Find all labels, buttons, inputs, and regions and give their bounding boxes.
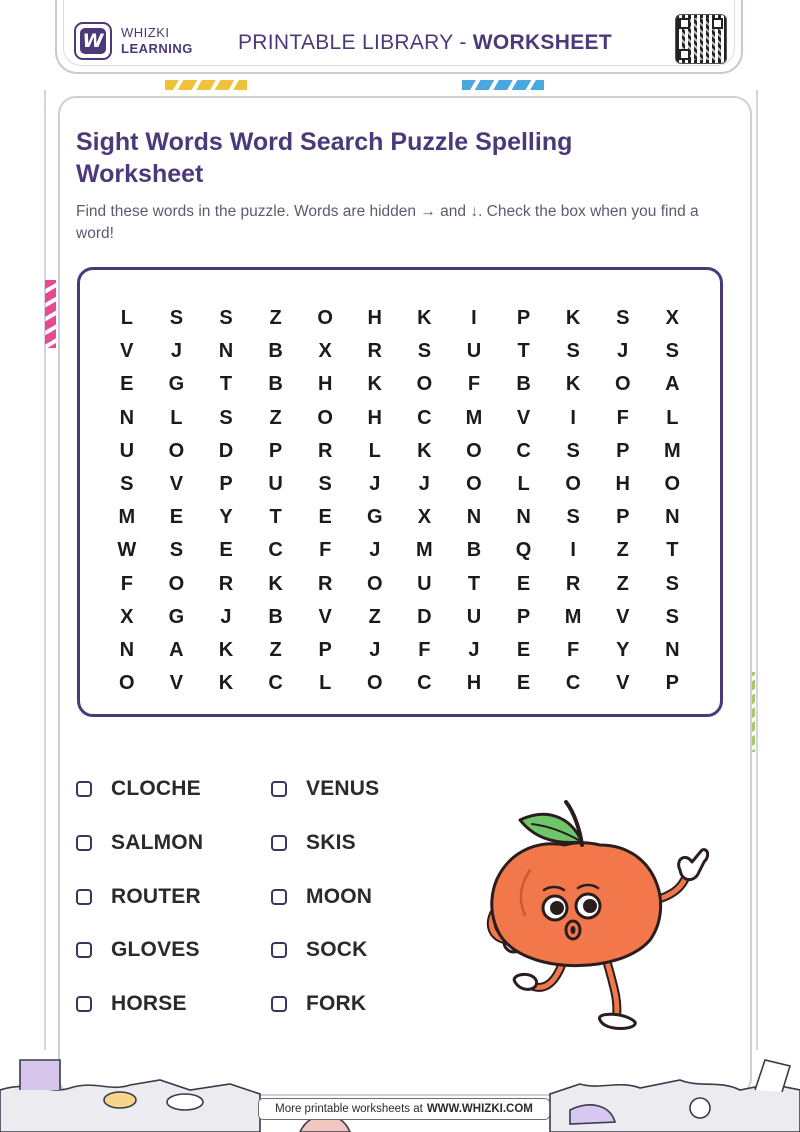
- grid-letter: T: [219, 373, 233, 396]
- word-item: [76, 831, 203, 855]
- grid-letter: A: [169, 638, 184, 661]
- grid-letter: O: [466, 473, 482, 496]
- word-checkbox[interactable]: [271, 889, 287, 905]
- word-checkbox[interactable]: [271, 781, 287, 797]
- grid-letter: M: [118, 506, 136, 529]
- grid-letter: R: [317, 439, 333, 462]
- word-label: HORSE: [111, 992, 187, 1016]
- grid-letter: U: [466, 605, 482, 628]
- grid-letter: S: [665, 605, 679, 628]
- grid-letter: L: [170, 406, 183, 429]
- grid-letter: B: [466, 539, 482, 562]
- grid-letter: P: [219, 473, 233, 496]
- grid-letter: X: [120, 605, 134, 628]
- grid-letter: F: [467, 373, 481, 396]
- grid-letter: V: [516, 406, 531, 429]
- grid-letter: P: [665, 672, 679, 695]
- brand-subname: LEARNING: [121, 41, 193, 56]
- grid-letter: K: [417, 439, 432, 462]
- grid-letter: H: [615, 473, 630, 496]
- grid-letter: E: [516, 572, 531, 595]
- grid-letter: O: [664, 473, 681, 496]
- word-item: [271, 777, 379, 801]
- grid-letter: B: [268, 605, 283, 628]
- grid-letter: K: [218, 638, 234, 661]
- grid-letter: N: [119, 638, 135, 661]
- grid-letter: A: [665, 373, 680, 396]
- grid-letter: S: [169, 539, 184, 562]
- worksheet-instructions: Find these words in the puzzle. Words are hidden → and ↓. Check the box when you find a word!: [76, 203, 699, 242]
- word-item: [76, 938, 200, 962]
- grid-letter: B: [268, 340, 283, 363]
- grid-letter: N: [218, 340, 234, 363]
- grid-letter: K: [218, 672, 234, 695]
- grid-letter: Z: [269, 638, 282, 661]
- grid-letter: M: [416, 539, 433, 562]
- grid-letter: R: [317, 572, 333, 595]
- grid-letter: X: [417, 506, 432, 529]
- grid-letter: V: [169, 473, 184, 496]
- grid-letter: Z: [616, 572, 629, 595]
- grid-letter: D: [417, 605, 432, 628]
- frame-line-left: [44, 90, 46, 1050]
- grid-letter: H: [367, 406, 382, 429]
- grid-letter: M: [465, 406, 483, 429]
- grid-letter: F: [616, 406, 629, 429]
- grid-letter: M: [663, 439, 681, 462]
- grid-letter: S: [318, 473, 332, 496]
- grid-letter: R: [565, 572, 581, 595]
- grid-letter: V: [616, 672, 630, 695]
- grid-letter: O: [466, 439, 482, 462]
- grid-letter: V: [169, 672, 184, 695]
- word-label: SKIS: [306, 830, 356, 854]
- grid-letter: S: [665, 572, 679, 595]
- grid-letter: P: [516, 605, 531, 628]
- grid-letter: L: [517, 473, 530, 496]
- grid-letter: K: [367, 373, 382, 396]
- word-checkbox[interactable]: [76, 942, 92, 958]
- grid-letter: O: [317, 307, 333, 330]
- grid-letter: O: [565, 473, 581, 496]
- grid-letter: L: [319, 672, 332, 695]
- word-checkbox[interactable]: [76, 781, 92, 797]
- grid-letter: L: [368, 439, 381, 462]
- grid-letter: V: [120, 340, 134, 363]
- grid-letter: C: [516, 439, 531, 462]
- brand-name: WHIZKI: [121, 25, 170, 40]
- grid-letter: J: [170, 340, 182, 363]
- word-label: FORK: [306, 992, 367, 1016]
- frame-line-right: [756, 90, 758, 1050]
- grid-letter: V: [616, 605, 630, 628]
- grid-letter: K: [565, 373, 581, 396]
- grid-letter: P: [616, 506, 630, 529]
- grid-letter: S: [120, 473, 134, 496]
- grid-letter: Z: [269, 406, 282, 429]
- grid-letter: O: [119, 672, 135, 695]
- grid-letter: O: [168, 439, 185, 462]
- grid-letter: I: [570, 539, 576, 562]
- grid-letter: F: [567, 638, 580, 661]
- grid-letter: H: [466, 672, 482, 695]
- grid-letter: U: [417, 572, 432, 595]
- grid-letter: S: [219, 307, 233, 330]
- grid-letter: N: [665, 638, 680, 661]
- grid-letter: B: [268, 373, 283, 396]
- pink-stripes: [45, 280, 56, 348]
- grid-letter: K: [268, 572, 283, 595]
- grid-letter: C: [417, 406, 432, 429]
- grid-letter: N: [466, 506, 482, 529]
- grid-letter: C: [268, 672, 283, 695]
- whizki-logo: [74, 22, 112, 60]
- header-title: [238, 31, 612, 55]
- grid-letter: J: [220, 605, 232, 628]
- word-label: CLOCHE: [111, 777, 201, 800]
- grid-letter: S: [417, 340, 432, 363]
- grid-letter: N: [516, 506, 531, 529]
- grid-letter: U: [119, 439, 135, 462]
- grid-letter: O: [614, 373, 631, 396]
- grid-letter: X: [318, 340, 332, 363]
- grid-letter: Q: [515, 539, 532, 562]
- word-item: [271, 831, 356, 855]
- grid-letter: Z: [269, 307, 282, 330]
- grid-letter: S: [219, 406, 233, 429]
- header-title-prefix: PRINTABLE LIBRARY -: [238, 31, 473, 54]
- footer-link[interactable]: [258, 1098, 550, 1120]
- grid-letter: F: [319, 539, 332, 562]
- grid-letter: J: [617, 340, 629, 363]
- word-checkbox[interactable]: [271, 996, 287, 1012]
- grid-letter: R: [367, 340, 382, 363]
- grid-letter: C: [565, 672, 581, 695]
- grid-letter: I: [471, 307, 477, 330]
- grid-letter: P: [516, 307, 531, 330]
- word-checkbox[interactable]: [271, 835, 287, 851]
- grid-letter: F: [120, 572, 133, 595]
- grid-letter: O: [317, 406, 333, 429]
- grid-letter: T: [517, 340, 530, 363]
- grid-letter: W: [117, 539, 137, 562]
- grid-letter: P: [268, 439, 283, 462]
- grid-letter: E: [318, 506, 332, 529]
- grid-letter: Z: [368, 605, 381, 628]
- word-checkbox[interactable]: [76, 835, 92, 851]
- word-label: SALMON: [111, 830, 204, 854]
- grid-letter: E: [219, 539, 233, 562]
- grid-letter: H: [367, 307, 382, 330]
- grid-letter: F: [418, 638, 431, 661]
- grid-letter: S: [665, 340, 679, 363]
- grid-letter: K: [417, 307, 432, 330]
- grid-letter: D: [218, 439, 234, 462]
- grid-letter: L: [120, 307, 133, 330]
- worksheet-title: Sight Words Word Search Puzzle Spelling Worksheet: [76, 128, 573, 188]
- grid-letter: J: [369, 638, 381, 661]
- grid-letter: G: [168, 373, 185, 396]
- grid-letter: I: [570, 406, 576, 429]
- word-item: [271, 885, 372, 909]
- grid-letter: J: [468, 638, 480, 661]
- word-label: VENUS: [306, 777, 380, 800]
- grid-letter: O: [168, 572, 185, 595]
- grid-letter: U: [466, 340, 482, 363]
- footer-url[interactable]: WWW.WHIZKI.COM: [426, 1103, 533, 1115]
- grid-letter: T: [666, 539, 679, 562]
- grid-letter: P: [616, 439, 630, 462]
- word-checkbox[interactable]: [76, 996, 92, 1012]
- grid-letter: B: [516, 373, 531, 396]
- grid-letter: T: [269, 506, 282, 529]
- grid-letter: N: [119, 406, 135, 429]
- grid-letter: O: [416, 373, 433, 396]
- grid-letter: C: [417, 672, 432, 695]
- header-title-bold: WORKSHEET: [472, 31, 612, 54]
- word-item: [271, 992, 366, 1016]
- grid-letter: T: [467, 572, 481, 595]
- grid-letter: R: [218, 572, 234, 595]
- grid-letter: O: [366, 672, 383, 695]
- letter-grid: [103, 302, 698, 700]
- grid-letter: O: [366, 572, 383, 595]
- word-label: ROUTER: [111, 884, 201, 908]
- grid-letter: Y: [219, 506, 233, 529]
- word-checkbox[interactable]: [271, 942, 287, 958]
- grid-letter: H: [317, 373, 333, 396]
- grid-letter: G: [168, 605, 185, 628]
- grid-letter: U: [268, 473, 283, 496]
- grid-letter: C: [268, 539, 283, 562]
- word-label: SOCK: [306, 938, 368, 962]
- grid-letter: Y: [616, 638, 630, 661]
- grid-letter: P: [318, 638, 332, 661]
- peach-mascot-icon: [470, 790, 720, 1040]
- grid-letter: J: [369, 539, 381, 562]
- logo-mark: W: [80, 28, 106, 54]
- grid-letter: V: [318, 605, 332, 628]
- qr-code-icon: [675, 14, 727, 64]
- word-checkbox[interactable]: [76, 889, 92, 905]
- grid-letter: N: [665, 506, 680, 529]
- grid-letter: S: [169, 307, 184, 330]
- grid-letter: J: [369, 473, 381, 496]
- grid-letter: J: [418, 473, 430, 496]
- word-label: GLOVES: [111, 938, 200, 962]
- grid-letter: E: [169, 506, 184, 529]
- grid-letter: S: [616, 307, 630, 330]
- grid-letter: Z: [616, 539, 629, 562]
- grid-letter: S: [566, 340, 580, 363]
- grid-letter: L: [666, 406, 679, 429]
- grid-letter: K: [565, 307, 581, 330]
- grid-letter: E: [516, 672, 531, 695]
- footer-text: More printable worksheets at: [275, 1103, 423, 1115]
- word-item: [76, 992, 187, 1016]
- grid-letter: X: [665, 307, 679, 330]
- yellow-stripes: [165, 80, 247, 90]
- grid-letter: S: [566, 506, 580, 529]
- grid-letter: S: [566, 439, 580, 462]
- grid-letter: E: [120, 373, 134, 396]
- grid-letter: M: [564, 605, 582, 628]
- word-item: [76, 777, 201, 801]
- blue-stripes: [462, 80, 544, 90]
- grid-letter: E: [516, 638, 531, 661]
- word-item: [271, 938, 367, 962]
- word-label: MOON: [306, 884, 373, 908]
- grid-letter: G: [366, 506, 383, 529]
- word-item: [76, 885, 201, 909]
